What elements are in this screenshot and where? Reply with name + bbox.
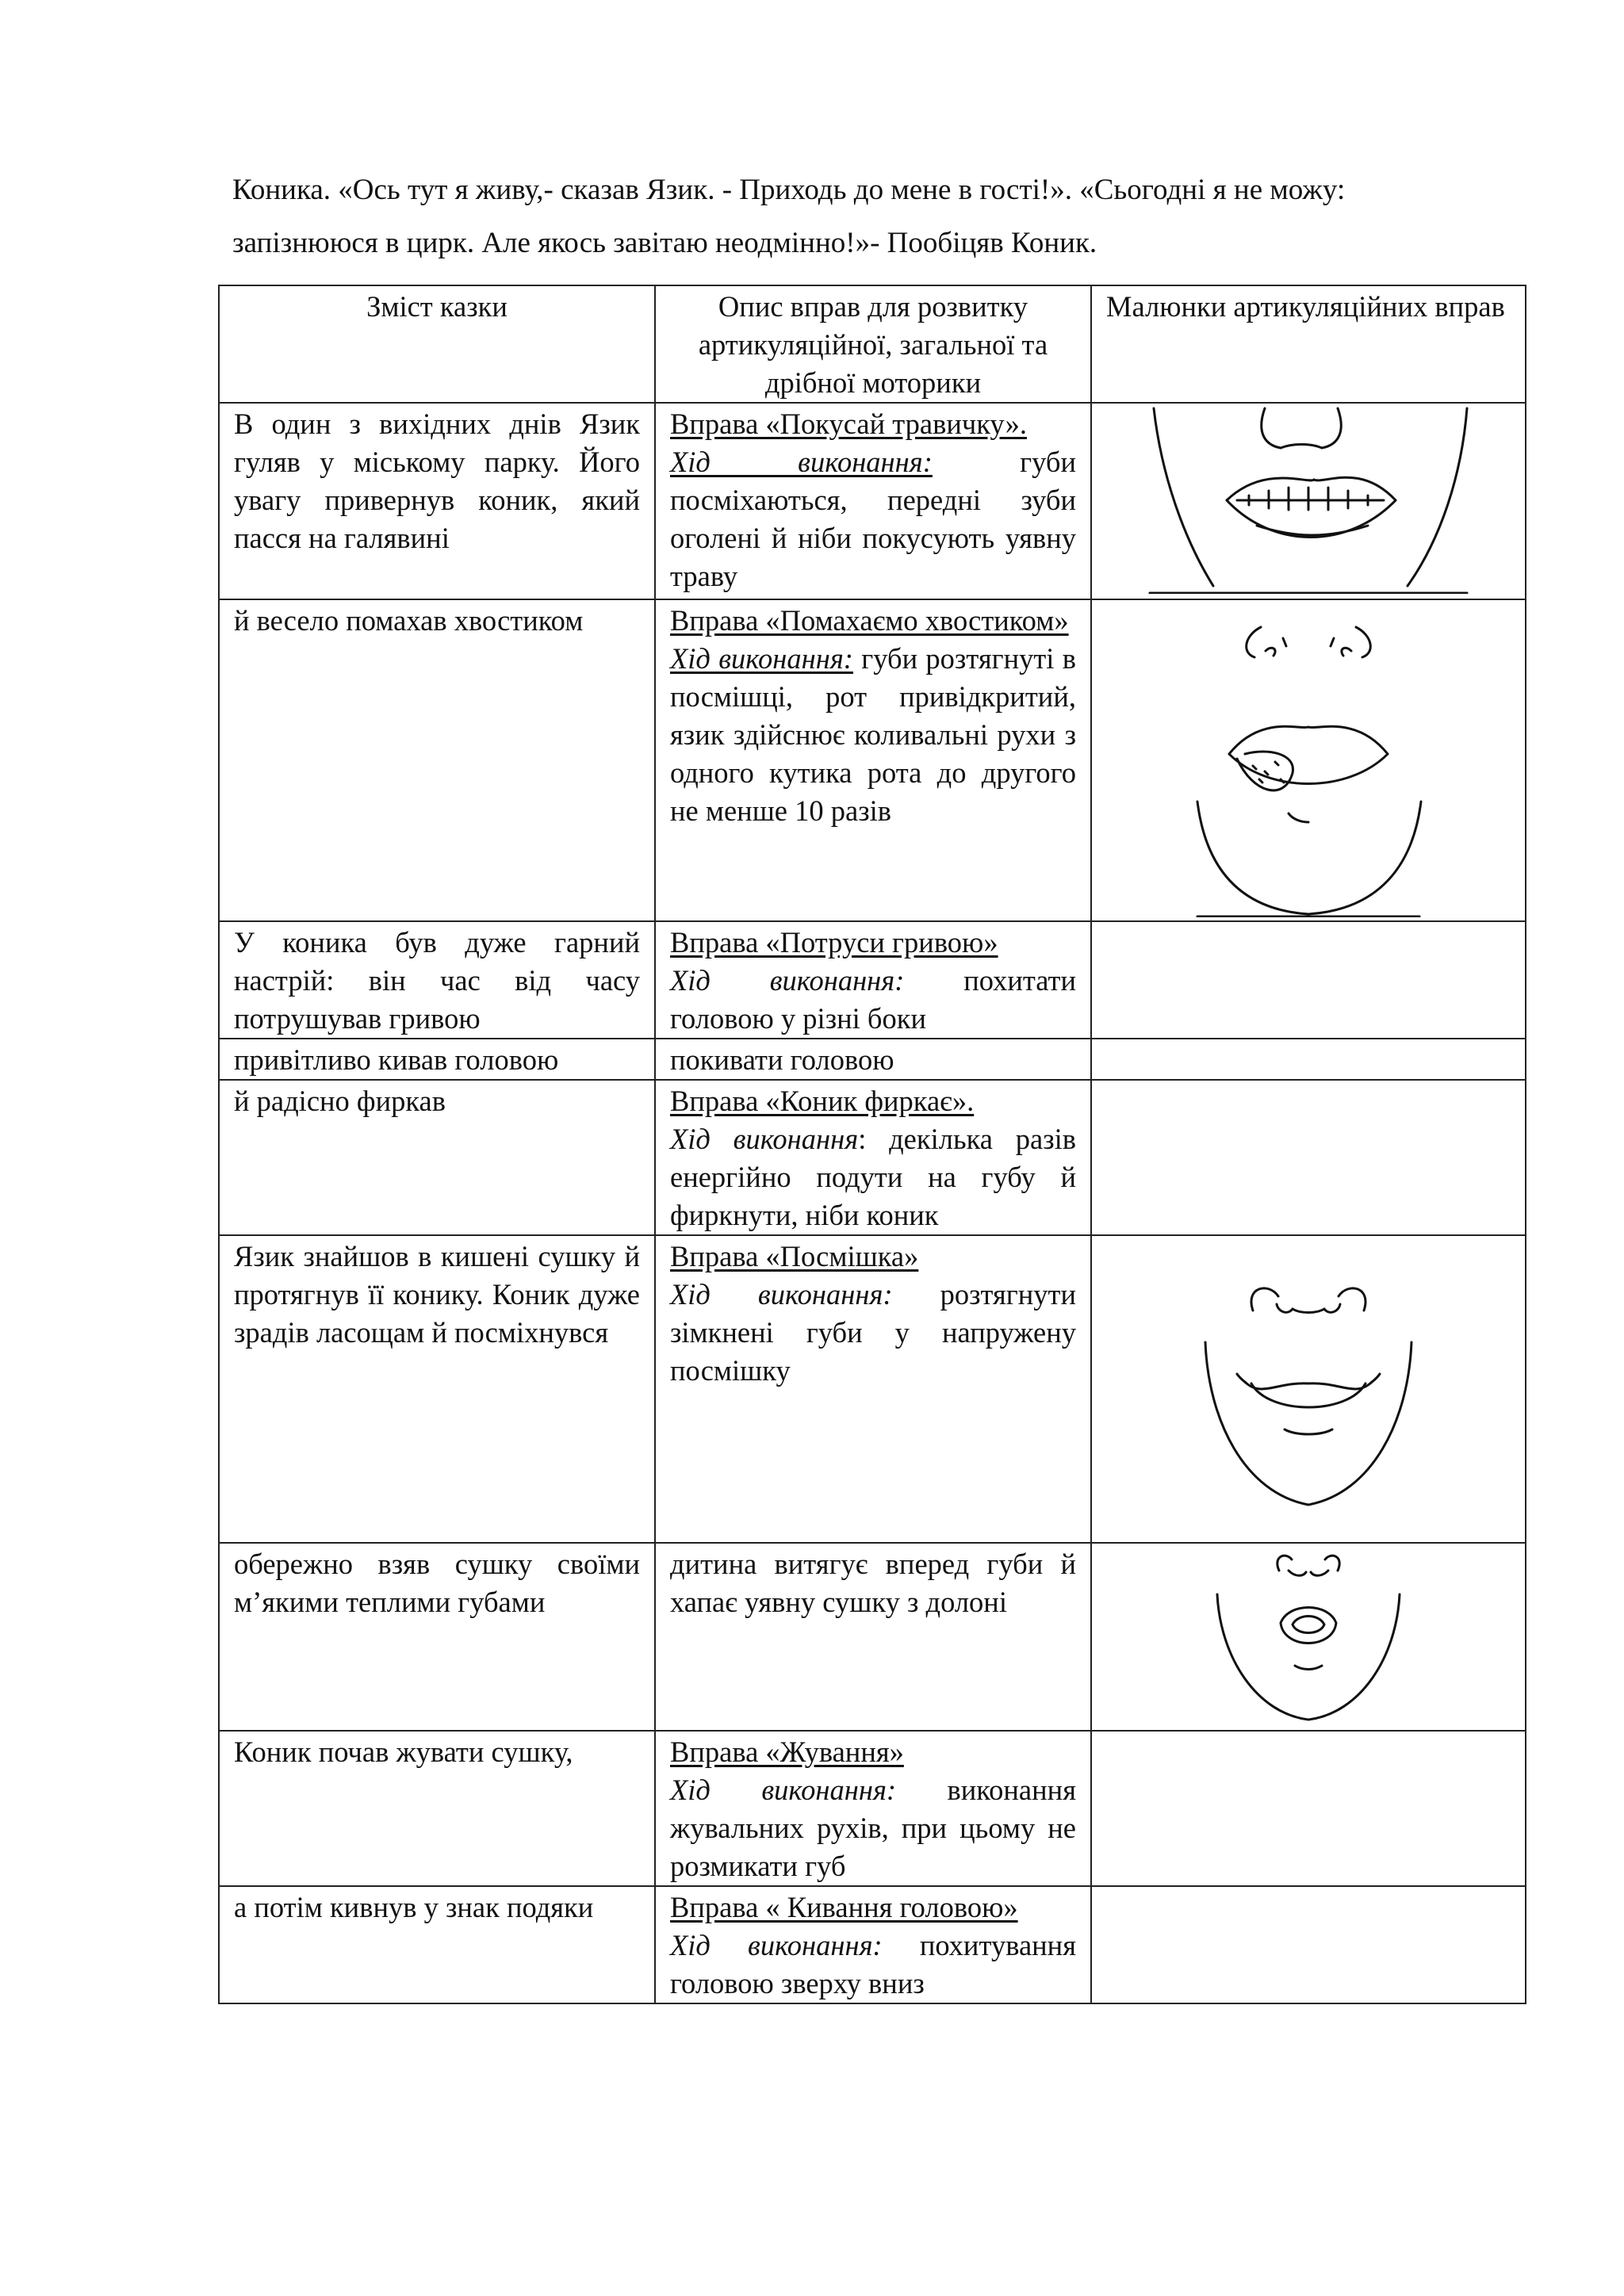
header-story: Зміст казки <box>219 285 655 403</box>
picture-cell <box>1091 1543 1526 1731</box>
picture-cell-empty <box>1091 1731 1526 1886</box>
procedure-text: губи посміхаються, передні зуби оголені й ніби покусують уявну траву <box>670 446 1076 592</box>
story-cell: привітливо кивав головою <box>219 1039 655 1080</box>
story-cell: й весело помахав хвостиком <box>219 599 655 921</box>
procedure-label: Хід виконання: <box>670 1774 897 1806</box>
picture-cell <box>1091 403 1526 599</box>
story-cell: Коник почав жувати сушку, <box>219 1731 655 1886</box>
table-row <box>219 1039 1526 1080</box>
picture-cell-empty <box>1091 1080 1526 1235</box>
table-row <box>219 1080 1526 1235</box>
story-cell: У коника був дуже гарний настрій: він час від часу потрушував гривою <box>219 921 655 1039</box>
exercise-cell <box>655 1731 1091 1886</box>
exercise-cell <box>655 1886 1091 2003</box>
intro-paragraph <box>232 163 1517 270</box>
exercise-title: Вправа «Потруси гривою» <box>670 926 998 959</box>
story-cell: а потім кивнув у знак подяки <box>219 1886 655 2003</box>
procedure-label: Хід виконання <box>670 1123 859 1155</box>
table-row <box>219 403 1526 599</box>
procedure-text: похитати головою у різні боки <box>670 964 1077 1035</box>
procedure-label: Хід виконання: <box>670 1278 893 1311</box>
intro-line-2: запізнююся в цирк. Але якось завітаю неодмінно!»- Пообіцяв Коник. <box>232 227 1097 259</box>
exercise-cell <box>655 1235 1091 1543</box>
exercise-cell <box>655 403 1091 599</box>
exercise-title: Вправа «Коник фиркає». <box>670 1085 975 1117</box>
table-row <box>219 1886 1526 2003</box>
exercise-cell: покивати головою <box>655 1039 1091 1080</box>
header-pictures: Малюнки артикуляційних вправ <box>1091 285 1526 403</box>
intro-line-1: Коника. «Ось тут я живу,- сказав Язик. - Приходь до мене в гості!». «Сьогодні я не можу: <box>232 174 1346 206</box>
procedure-text: похитування головою зверху вниз <box>670 1929 1076 1999</box>
exercise-title: Вправа «Покусай травичку». <box>670 408 1027 440</box>
procedure-label: Хід виконання: <box>670 964 905 997</box>
exercise-title: Вправа « Кивання головою» <box>670 1891 1018 1923</box>
story-cell: В один з вихідних днів Язик гуляв у міському парку. Його увагу привернув коник, який пасся на галявині <box>219 403 655 599</box>
header-exercise: Опис вправ для розвитку артикуляційної, загальної та дрібної моторики <box>655 285 1091 403</box>
story-cell: Язик знайшов в кишені сушку й протягнув її конику. Коник дуже зрадів ласощам й посміхнувся <box>219 1235 655 1543</box>
rounded-lips-drawing <box>1209 1547 1408 1726</box>
procedure-text: : декілька разів енергійно подути на губу й фиркнути, ніби коник <box>670 1123 1076 1231</box>
story-cell: й радісно фиркав <box>219 1080 655 1235</box>
exercise-title: Вправа «Посмішка» <box>670 1240 919 1272</box>
procedure-label: Хід виконання: <box>670 446 933 478</box>
exercise-cell: дитина витягує вперед губи й хапає уявну сушку з долоні <box>655 1543 1091 1731</box>
table-row <box>219 1235 1526 1543</box>
tongue-wagging-drawing <box>1189 603 1427 917</box>
procedure-text: губи розтягнуті в посмішці, рот привідкритий, язик здійснює коливальні рухи з одного кутика рота до другого не менше 10 разів <box>670 642 1077 827</box>
procedure-text: розтягнути зімкнені губи у напружену посмішку <box>670 1278 1077 1387</box>
picture-cell-empty <box>1091 1039 1526 1080</box>
procedure-label: Хід виконання: <box>670 1929 883 1961</box>
picture-cell <box>1091 599 1526 921</box>
table-row <box>219 921 1526 1039</box>
table-row <box>219 1731 1526 1886</box>
procedure-text: виконання жувальних рухів, при цьому не розмикати губ <box>670 1774 1076 1882</box>
exercise-cell <box>655 1080 1091 1235</box>
picture-cell <box>1091 1235 1526 1543</box>
procedure-label: Хід виконання: <box>670 642 853 675</box>
table-row <box>219 599 1526 921</box>
lips-biting-teeth-drawing <box>1138 407 1479 594</box>
exercise-title: Вправа «Помахаємо хвостиком» <box>670 604 1069 637</box>
exercise-title: Вправа «Жування» <box>670 1735 904 1768</box>
picture-cell-empty <box>1091 921 1526 1039</box>
table-row <box>219 1543 1526 1731</box>
exercise-cell <box>655 599 1091 921</box>
exercise-table <box>218 285 1526 2004</box>
exercise-cell <box>655 921 1091 1039</box>
smile-drawing <box>1189 1263 1427 1525</box>
story-cell: обережно взяв сушку своїми м’якими теплими губами <box>219 1543 655 1731</box>
table-header-row <box>219 285 1526 403</box>
picture-cell-empty <box>1091 1886 1526 2003</box>
